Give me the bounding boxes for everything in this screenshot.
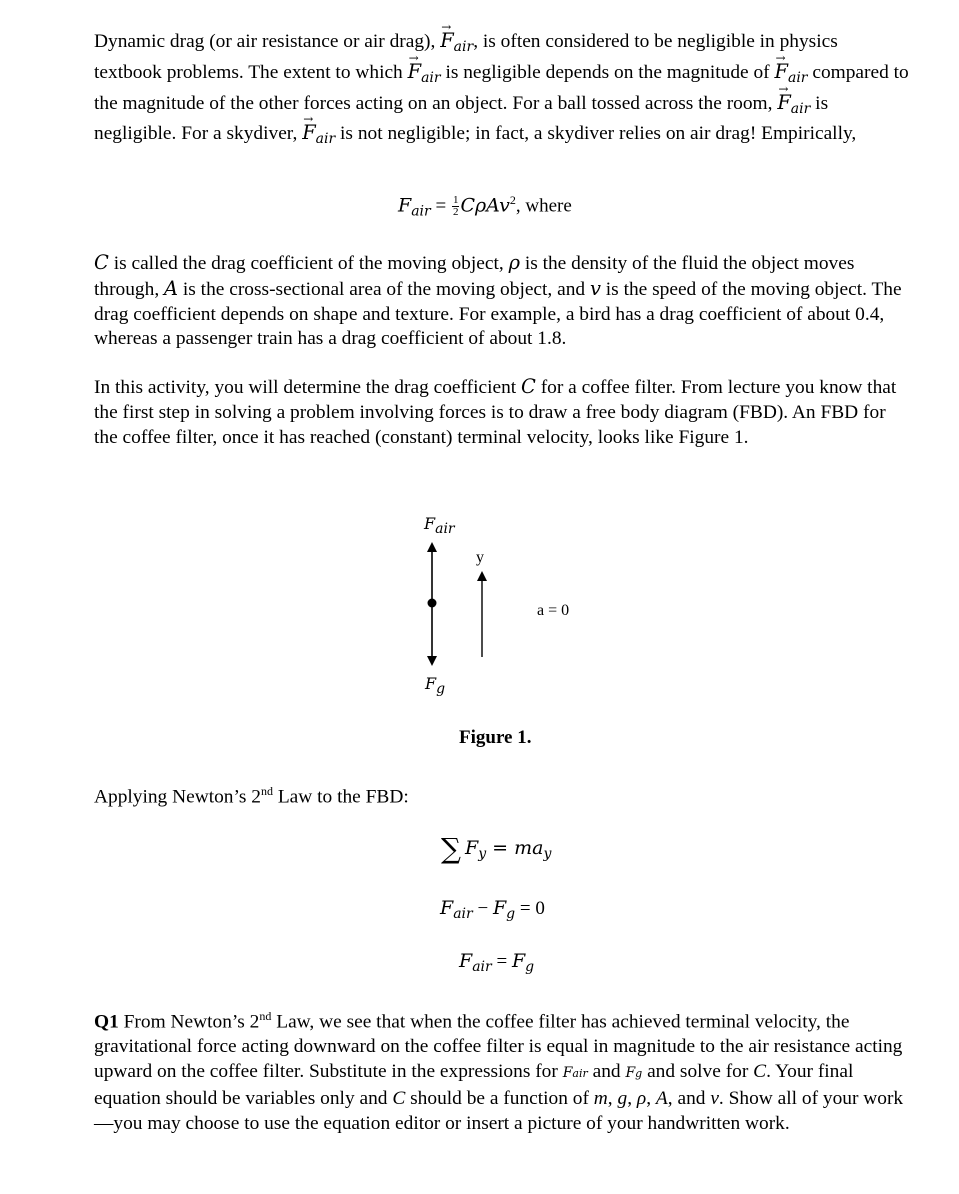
one-half-fraction: $\frac{1}{2}$ xyxy=(452,194,459,219)
object-dot xyxy=(428,599,437,608)
intro-paragraph: Dynamic drag (or air resistance or air drag), → $F_{air}$, is often considered to be negligible in physics textbook problems. The extent to which → $F_{air}$ is negligible depends on the magnitude of → $F_{air}$ compared to the magnitude of the other forces acting on an object. For a ball tossed across the room, → $F_{air}$ is negligible. For a skydiver, → $F_{air}$ is not negligible; in fact, a skydiver relies on air drag! Empirically, xyxy=(94,29,909,152)
f-air-symbol: → $F_{air}$ xyxy=(302,121,335,144)
f-air-symbol: → $F_{air}$ xyxy=(440,29,473,52)
activity-paragraph: In this activity, you will determine the drag coefficient C for a coffee filter. From lecture you know that the first step in solving a problem involving forces is to draw a free body diagram (FBD). An FBD for the coffee filter, once it has reached (constant) terminal velocity, looks like Figure 1. xyxy=(94,375,897,448)
question-1: Q1 From Newton’s 2nd Law, we see that when the coffee filter has achieved terminal velocity, the gravitational force acting downward on the coffee filter is equal in magnitude to the air resistance acting upward on the coffee filter. Substitute in the expressions for Fair and Fg and solve for C. Your final equation should be variables only and C should be a function of m, g, ρ, A, and v. Show all of your work—you may choose to use the equation editor or insert a picture of your handwritten work. xyxy=(94,1009,904,1134)
force-equality-equation: $F_{air} = F_g$ xyxy=(459,950,535,975)
force-balance-equation: $F_{air} - F_g = 0$ xyxy=(440,897,545,922)
f-air-symbol: → $F_{air}$ xyxy=(775,60,808,83)
f-air-symbol: → $F_{air}$ xyxy=(777,91,810,114)
sum-forces-equation: ∑ $F_y = ma_y$ xyxy=(441,832,552,865)
figure-caption: Figure 1. xyxy=(459,727,532,748)
definitions-paragraph: C is called the drag coefficient of the moving object, ρ is the density of the fluid the object moves through, A is the cross-sectional area of the moving object, and v is the speed of the moving object. The drag coefficient depends on shape and texture. For example, a bird has a drag coefficient of about 0.4, whereas a passenger train has a drag coefficient of about 1.8. xyxy=(94,251,902,350)
newton-intro: Applying Newton’s 2nd Law to the FBD: xyxy=(94,784,409,808)
drag-formula: $F_{air}$ = $\frac{1}{2}$ CρAv$^2$, where xyxy=(398,193,572,220)
y-axis-label: y xyxy=(476,549,484,566)
f-air-label: Fair xyxy=(424,514,455,537)
acceleration-label: a = 0 xyxy=(537,602,570,619)
down-arrowhead xyxy=(427,656,437,666)
f-air-symbol: → $F_{air}$ xyxy=(408,60,441,83)
up-arrowhead xyxy=(427,542,437,552)
f-g-label: Fg xyxy=(425,674,446,697)
y-axis-arrowhead xyxy=(477,571,487,581)
